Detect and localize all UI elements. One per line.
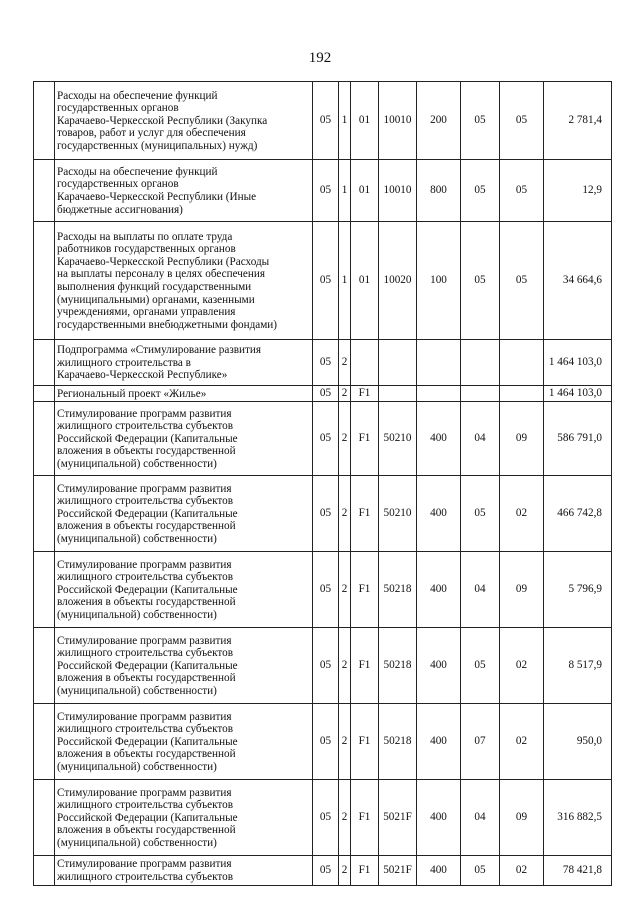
expense-type-cell: 400: [417, 552, 461, 628]
table-row: [34, 340, 612, 386]
subprogram-cell: 2: [339, 476, 351, 552]
table-row: [34, 780, 612, 856]
direction-cell: 5021F: [379, 856, 417, 886]
direction-cell: 50218: [379, 704, 417, 780]
code-cell: 05: [313, 160, 339, 222]
subprogram-cell: 2: [339, 780, 351, 856]
section-cell: 05: [461, 856, 500, 886]
direction-cell: 50218: [379, 552, 417, 628]
table-row: [34, 222, 612, 340]
subprogram-cell: 2: [339, 704, 351, 780]
direction-cell: 10010: [379, 160, 417, 222]
table-body: [34, 82, 612, 886]
section-cell: 05: [461, 160, 500, 222]
code-cell: 05: [313, 704, 339, 780]
subprogram-cell: 1: [339, 160, 351, 222]
subprogram-cell: 2: [339, 628, 351, 704]
code-cell: 05: [313, 222, 339, 340]
expense-type-cell: 100: [417, 222, 461, 340]
num-cell: [34, 628, 55, 704]
code-cell: 05: [313, 856, 339, 886]
expense-type-cell: 400: [417, 628, 461, 704]
main-event-cell: F1: [351, 704, 379, 780]
section-cell: 05: [461, 628, 500, 704]
subsection-cell: 02: [500, 628, 544, 704]
main-event-cell: F1: [351, 402, 379, 476]
expense-type-cell: 400: [417, 780, 461, 856]
direction-cell: 10010: [379, 82, 417, 160]
expense-type-cell: [417, 386, 461, 402]
name-cell: Стимулирование программ развития жилищного строительства субъектов: [55, 856, 313, 886]
main-event-cell: F1: [351, 628, 379, 704]
amount-cell: 5 796,9: [544, 552, 612, 628]
table-row: [34, 386, 612, 402]
code-cell: 05: [313, 628, 339, 704]
subsection-cell: 09: [500, 780, 544, 856]
amount-cell: 12,9: [544, 160, 612, 222]
code-cell: 05: [313, 476, 339, 552]
amount-cell: 78 421,8: [544, 856, 612, 886]
amount-cell: 2 781,4: [544, 82, 612, 160]
code-cell: 05: [313, 340, 339, 386]
subprogram-cell: 2: [339, 402, 351, 476]
subsection-cell: 05: [500, 82, 544, 160]
code-cell: 05: [313, 386, 339, 402]
section-cell: 05: [461, 82, 500, 160]
section-cell: 04: [461, 552, 500, 628]
main-event-cell: F1: [351, 856, 379, 886]
main-event-cell: 01: [351, 222, 379, 340]
num-cell: [34, 82, 55, 160]
num-cell: [34, 340, 55, 386]
table-row: [34, 704, 612, 780]
expense-type-cell: [417, 340, 461, 386]
subprogram-cell: 2: [339, 386, 351, 402]
amount-cell: 316 882,5: [544, 780, 612, 856]
name-cell: Стимулирование программ развития жилищного строительства субъектов Российской Федерации (Капитальные вложения в объекты государственной (муниципальной) собственности): [55, 780, 313, 856]
subsection-cell: 09: [500, 552, 544, 628]
num-cell: [34, 160, 55, 222]
section-cell: [461, 340, 500, 386]
main-event-cell: [351, 340, 379, 386]
section-cell: 04: [461, 402, 500, 476]
subsection-cell: 05: [500, 160, 544, 222]
name-cell: Расходы на обеспечение функций государственных органов Карачаево-Черкесской Республики (Закупка товаров, работ и услуг для обеспечения государственных (муниципальных) нужд): [55, 82, 313, 160]
num-cell: [34, 552, 55, 628]
main-event-cell: F1: [351, 386, 379, 402]
num-cell: [34, 476, 55, 552]
expense-type-cell: 200: [417, 82, 461, 160]
direction-cell: 10020: [379, 222, 417, 340]
table-row: [34, 856, 612, 886]
section-cell: 05: [461, 476, 500, 552]
code-cell: 05: [313, 780, 339, 856]
amount-cell: 466 742,8: [544, 476, 612, 552]
num-cell: [34, 386, 55, 402]
main-event-cell: 01: [351, 82, 379, 160]
name-cell: Расходы на обеспечение функций государственных органов Карачаево-Черкесской Республики (Иные бюджетные ассигнования): [55, 160, 313, 222]
main-event-cell: F1: [351, 780, 379, 856]
table-row: [34, 628, 612, 704]
amount-cell: 8 517,9: [544, 628, 612, 704]
subsection-cell: [500, 340, 544, 386]
subsection-cell: 09: [500, 402, 544, 476]
amount-cell: 950,0: [544, 704, 612, 780]
main-event-cell: F1: [351, 476, 379, 552]
subsection-cell: [500, 386, 544, 402]
main-event-cell: 01: [351, 160, 379, 222]
amount-cell: 1 464 103,0: [544, 340, 612, 386]
code-cell: 05: [313, 552, 339, 628]
amount-cell: 34 664,6: [544, 222, 612, 340]
subprogram-cell: 2: [339, 552, 351, 628]
expense-type-cell: 400: [417, 476, 461, 552]
name-cell: Стимулирование программ развития жилищного строительства субъектов Российской Федерации (Капитальные вложения в объекты государственной (муниципальной) собственности): [55, 402, 313, 476]
direction-cell: 50210: [379, 402, 417, 476]
direction-cell: 50218: [379, 628, 417, 704]
subprogram-cell: 2: [339, 340, 351, 386]
num-cell: [34, 222, 55, 340]
num-cell: [34, 780, 55, 856]
table-row: [34, 476, 612, 552]
expense-type-cell: 800: [417, 160, 461, 222]
subsection-cell: 02: [500, 704, 544, 780]
direction-cell: 50210: [379, 476, 417, 552]
num-cell: [34, 704, 55, 780]
direction-cell: [379, 386, 417, 402]
section-cell: 07: [461, 704, 500, 780]
code-cell: 05: [313, 82, 339, 160]
section-cell: 04: [461, 780, 500, 856]
main-event-cell: F1: [351, 552, 379, 628]
num-cell: [34, 856, 55, 886]
subprogram-cell: 1: [339, 82, 351, 160]
direction-cell: 5021F: [379, 780, 417, 856]
table-row: [34, 402, 612, 476]
name-cell: Стимулирование программ развития жилищного строительства субъектов Российской Федерации (Капитальные вложения в объекты государственной (муниципальной) собственности): [55, 704, 313, 780]
table-row: [34, 82, 612, 160]
budget-table: [33, 81, 612, 886]
direction-cell: [379, 340, 417, 386]
subprogram-cell: 1: [339, 222, 351, 340]
code-cell: 05: [313, 402, 339, 476]
table-row: [34, 552, 612, 628]
subsection-cell: 05: [500, 222, 544, 340]
subsection-cell: 02: [500, 476, 544, 552]
amount-cell: 586 791,0: [544, 402, 612, 476]
name-cell: Подпрограмма «Стимулирование развития жилищного строительства в Карачаево-Черкесской Республике»: [55, 340, 313, 386]
name-cell: Стимулирование программ развития жилищного строительства субъектов Российской Федерации (Капитальные вложения в объекты государственной (муниципальной) собственности): [55, 476, 313, 552]
subprogram-cell: 2: [339, 856, 351, 886]
section-cell: 05: [461, 222, 500, 340]
table-row: [34, 160, 612, 222]
amount-cell: 1 464 103,0: [544, 386, 612, 402]
expense-type-cell: 400: [417, 402, 461, 476]
name-cell: Стимулирование программ развития жилищного строительства субъектов Российской Федерации (Капитальные вложения в объекты государственной (муниципальной) собственности): [55, 552, 313, 628]
expense-type-cell: 400: [417, 704, 461, 780]
expense-type-cell: 400: [417, 856, 461, 886]
page-number: 192: [308, 50, 332, 66]
name-cell: Стимулирование программ развития жилищного строительства субъектов Российской Федерации (Капитальные вложения в объекты государственной (муниципальной) собственности): [55, 628, 313, 704]
subsection-cell: 02: [500, 856, 544, 886]
name-cell: Региональный проект «Жилье»: [55, 386, 313, 402]
name-cell: Расходы на выплаты по оплате труда работников государственных органов Карачаево-Черкесской Республики (Расходы на выплаты персоналу в целях обеспечения выполнения функций государственными (муниципальными) органами, казенными учреждениями, органами управления государственными внебюджетными фондами): [55, 222, 313, 340]
num-cell: [34, 402, 55, 476]
section-cell: [461, 386, 500, 402]
